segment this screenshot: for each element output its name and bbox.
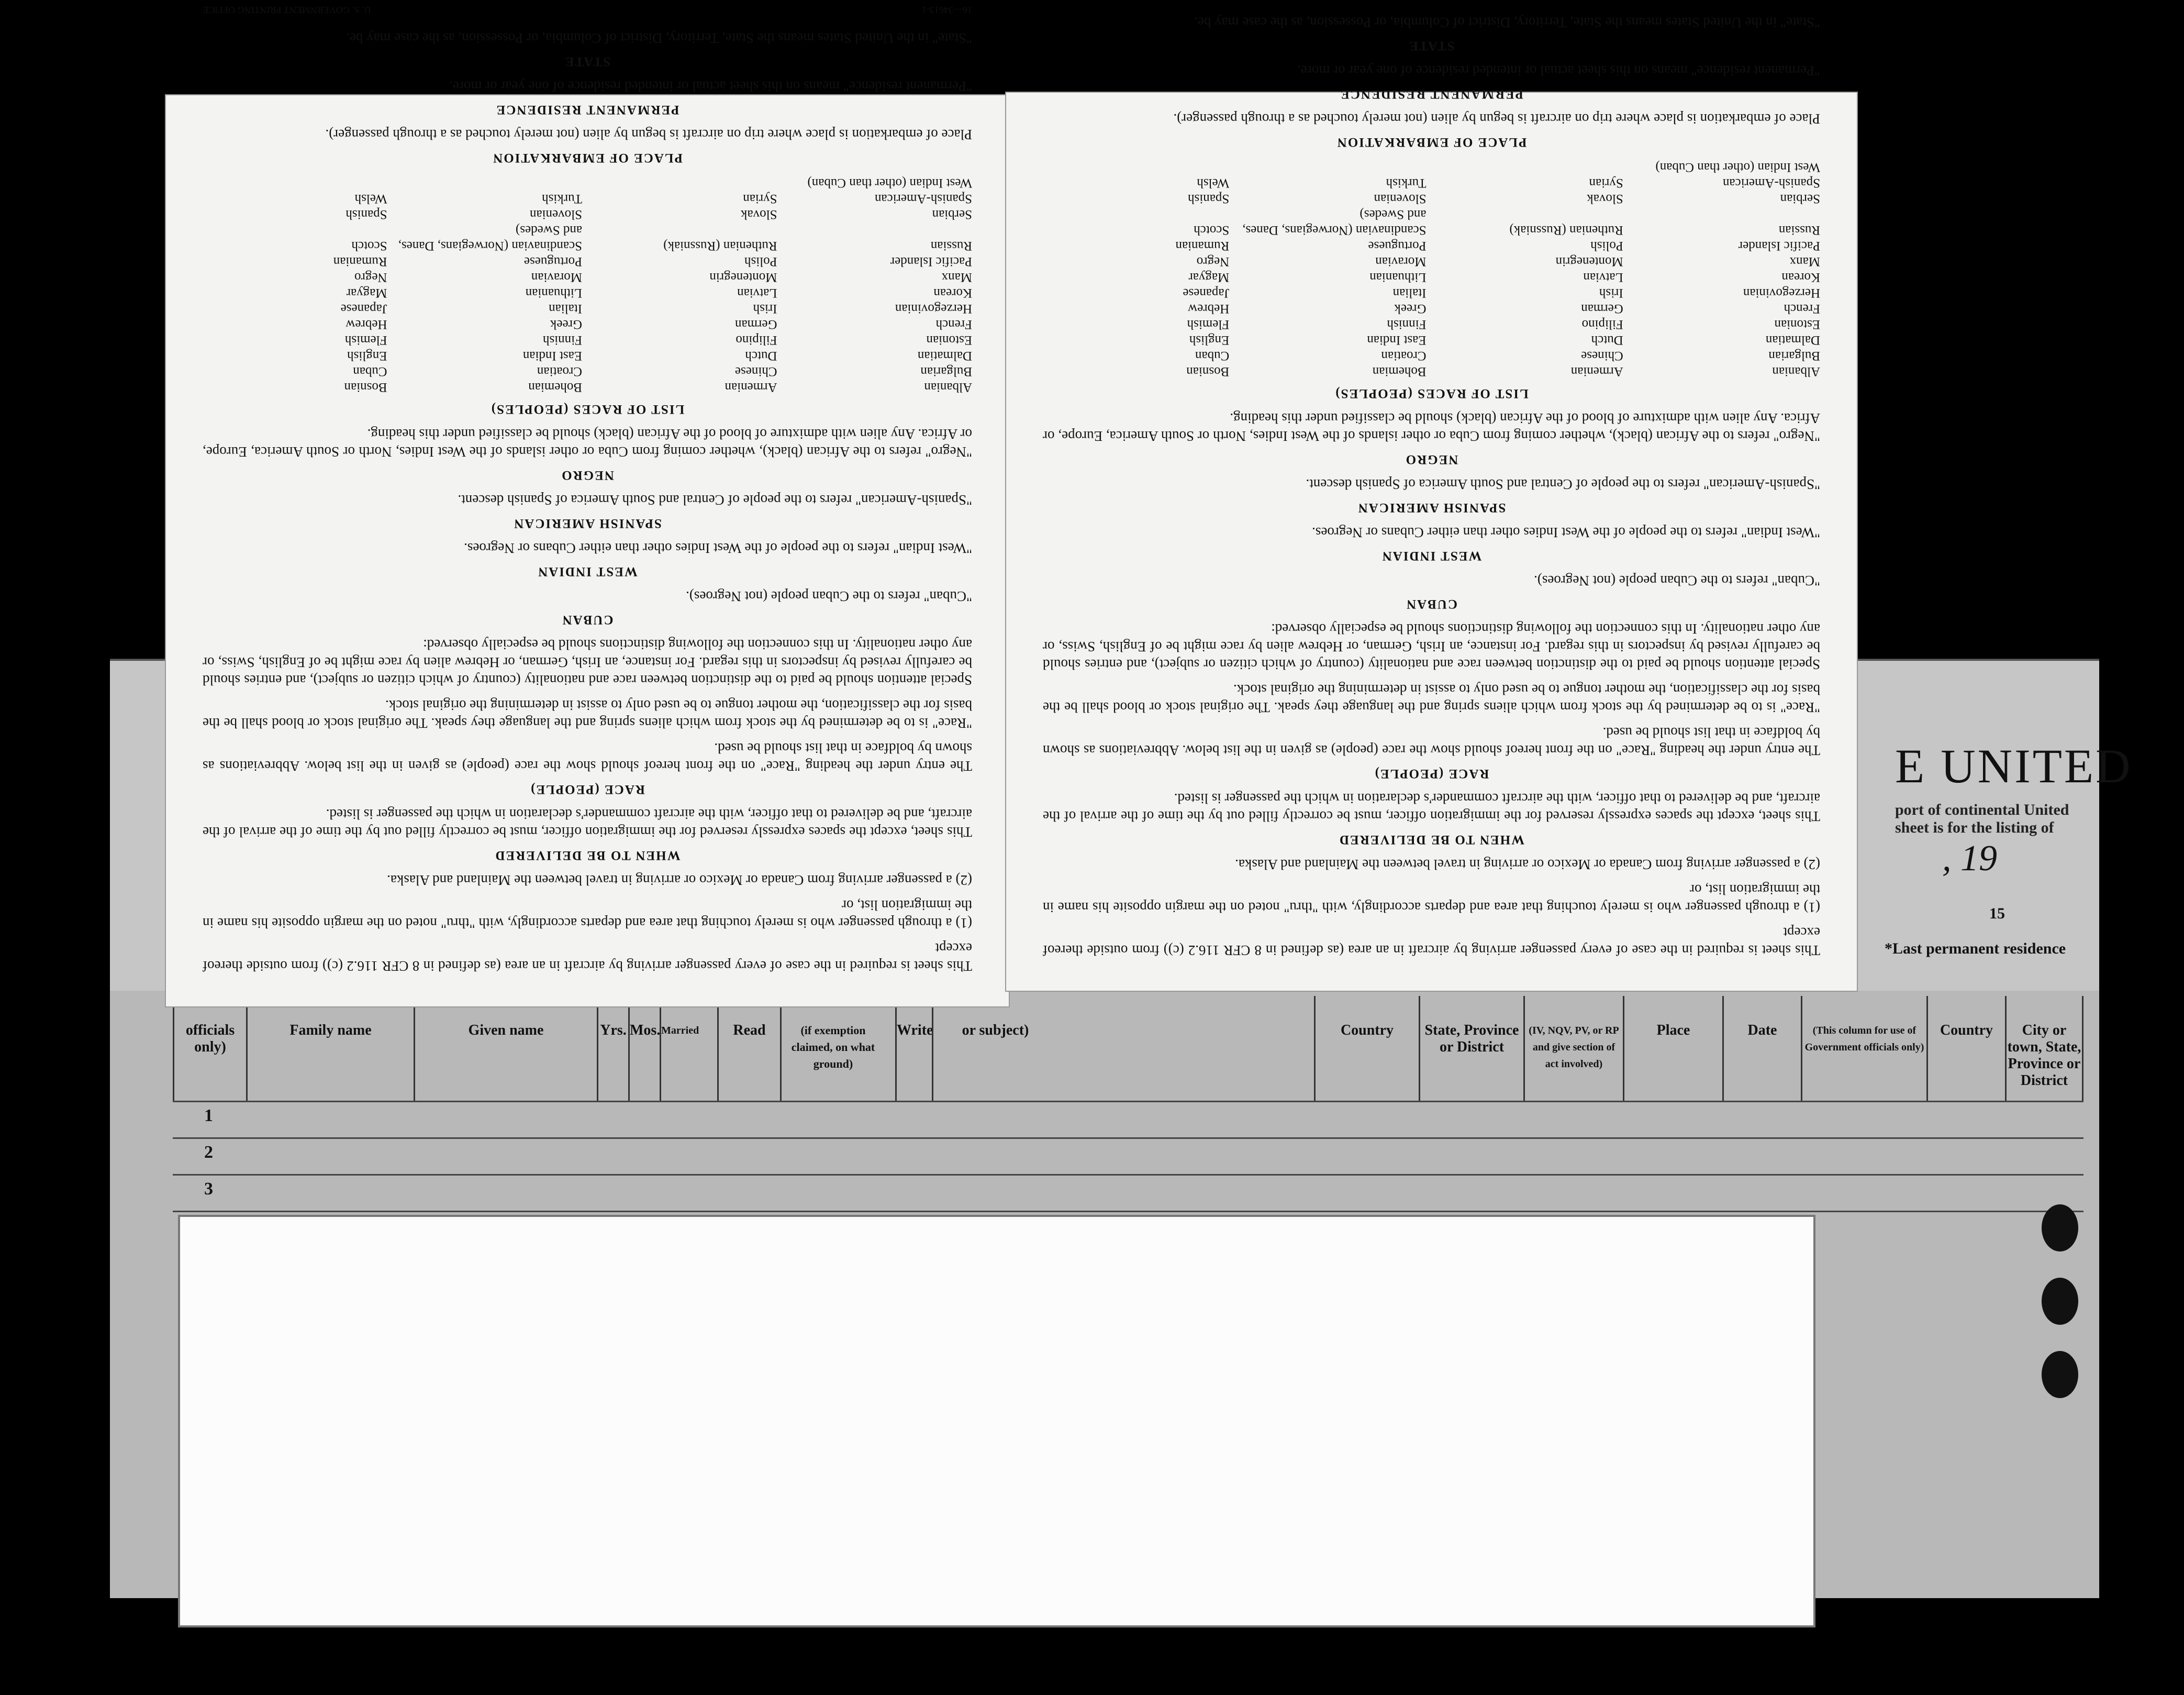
row-number: 2 [204,1143,213,1162]
race-item: Magyar [346,286,387,300]
race-item: Chinese [1581,349,1623,363]
header-family-name: Family name [246,996,414,1101]
heading-embarkation: PLACE OF EMBARKATION [1336,135,1527,149]
race-item: Bohemian [528,380,582,394]
printing-office [1043,0,1211,3]
race-item: French [1784,302,1820,316]
race-item: Scotch [351,239,387,253]
race-item: Spanish-American [874,192,972,206]
heading-race-list: LIST OF RACES (PEOPLES) [1334,386,1529,401]
race-item: Serbian [932,207,972,221]
race-item: Bulgarian [920,364,972,379]
race-item: Bulgarian [1768,349,1820,363]
instruction-sheet-right [1005,15,1858,992]
race-item: Ruthenian (Russniak) [663,239,777,253]
delivered-text: This sheet, except the spaces expressly reserved for the immigration officer, must be correctly filled out by the time of the arrival of the aircraft, and be delivered to that officer, with the aircraft commander's declaration in which the passenger is listed. [203,806,972,840]
year-field: , 19 [1942,838,1997,879]
race-item: Montenegrin [1555,254,1623,269]
race-item: Negro [1196,254,1230,269]
heading-race: RACE (PEOPLE) [530,782,645,796]
race-item: Greek [1394,302,1427,316]
race-item: Scandinavian (Norwegians, Danes, and Swedes) [1242,207,1427,237]
heading-cuban: CUBAN [561,613,614,627]
race-list [1043,159,1820,379]
race-item: Bosnian [1186,364,1230,379]
race-item: English [347,349,387,363]
race-text-1: The entry under the heading "Race" on the front hereof should show the race (people) as given in the list below. Abbreviations as shown by boldface in that list should be used. [203,740,972,774]
race-item: Dutch [745,349,777,363]
race-item: Albanian [924,380,972,394]
form-code [1770,0,1820,3]
race-item: Herzegovinian [895,302,972,316]
race-item: Scotch [1194,223,1230,237]
race-item: Polish [1590,239,1623,253]
race-item: Cuban [353,364,387,379]
heading-spanish-american: SPANISH AMERICAN [1357,501,1506,515]
state-text: "State" in the United States means the State, Territory, District of Columbia, or Possession, as the case may be. [1194,15,1820,30]
residence-text: "Permanent residence" means on this sheet actual or intended residence of one year or more. [449,79,972,94]
race-item: Finnish [542,333,582,347]
race-item: West Indian (other than Cuban) [1655,160,1820,174]
race-list [203,175,972,395]
race-item: Hebrew [346,317,387,331]
race-item: Greek [550,317,582,331]
race-item: Portuguese [523,254,582,269]
race-item: Russian [930,239,972,253]
printing-office: U. S. GOVERNMENT PRINTING OFFICE [203,5,371,15]
race-item: Finnish [1387,317,1427,331]
heading-delivered: WHEN TO BE DELIVERED [494,848,681,862]
race-item: Turkish [1386,176,1427,190]
form-title: E UNITED [1895,739,2133,793]
header-state-province: State, Province or District [1419,996,1523,1101]
race-item: East Indian [1367,333,1427,347]
race-item: Irish [753,302,777,316]
race-item: Chinese [734,364,777,379]
exception-2: (2) a passenger arriving from Canada or Mexico or arriving in travel between the Mainland and Alaska. [387,872,972,888]
header-married: Married [660,996,691,1101]
row-number: 1 [204,1106,213,1125]
heading-negro: NEGRO [1405,452,1458,467]
race-item: Manx [941,270,972,284]
form-code: 16—34613-1 [922,5,972,15]
race-item: Pacific Islander [1738,239,1820,253]
last-residence-header: *Last permanent residence [1885,940,2066,957]
race-item: Lithuanian [525,286,582,300]
header-read: Read [717,996,780,1101]
race-item: Flemish [344,333,387,347]
heading-residence: PERMANENT RESIDENCE [495,103,679,117]
race-item: English [1189,333,1230,347]
west-indian-text: "West Indian" refers to the people of the West Indies other than either Cubans or Negroes. [1312,525,1820,540]
race-item: Bohemian [1372,364,1427,379]
race-item: Spanish [346,207,387,221]
header-officials: officials only) [173,996,246,1101]
race-item: Latvian [1583,270,1623,284]
race-item: Armenian [1570,364,1623,379]
race-item: Slovenian [530,207,582,221]
header-place: Place [1623,996,1722,1101]
race-text-3: Special attention should be paid to the distinction between race and nationality (country of which citizen or subject), and entries should be carefully revised by inspectors in this regard. For instance, an Irish, German, or Hebrew alien by race might be of English, Swiss, or any other nationality. In this connection the following distinctions should be especially observed: [1043,621,1820,672]
race-item: Croatian [537,364,582,379]
race-item: Rumanian [1175,239,1230,253]
race-item: Welsh [354,192,387,206]
race-text-1: The entry under the heading "Race" on the front hereof should show the race (people) as given in the list below. Abbreviations as shown by boldface in that list should be used. [1043,725,1820,758]
embarkation-text: Place of embarkation is place where trip on aircraft is begun by alien (not merely touched as a through passenger). [325,127,972,142]
race-item: Filipino [736,333,777,347]
heading-spanish-american: SPANISH AMERICAN [513,516,662,530]
header-date: Date [1722,996,1801,1101]
negro-text: "Negro" refers to the African (black), whether coming from Cuba or other islands of the West Indies, North or South America, Europe, or Africa. Any alien with admixture of blood of the African (black) should be classified under this heading. [203,426,972,460]
heading-cuban: CUBAN [1406,597,1457,611]
heading-west-indian: WEST INDIAN [537,564,638,579]
race-item: Turkish [542,192,582,206]
residence-text: "Permanent residence" means on this sheet actual or intended residence of one year or more. [1297,63,1820,79]
header-months: Mos. [628,996,660,1101]
race-item: Moravian [1375,254,1427,269]
race-item: Welsh [1197,176,1230,190]
header-country: Country [1314,996,1419,1101]
header-res-country: Country [1926,996,2005,1101]
race-item: Montenegrin [709,270,777,284]
header-given-name: Given name [414,996,597,1101]
race-item: West Indian (other than Cuban) [807,176,972,190]
race-item: Ruthenian (Russniak) [1509,223,1623,237]
heading-state: STATE [1408,39,1455,53]
race-text-3: Special attention should be paid to the distinction between race and nationality (country of which citizen or subject), and entries should be carefully revised by inspectors in this regard. For instance, an Irish, German, or Hebrew alien by race might be of English, Swiss, or any other nationality. In this connection the following distinctions should be especially observed: [203,637,972,688]
race-item: Irish [1599,286,1623,300]
race-item: Dalmatian [1765,333,1820,347]
spanish-american-text: "Spanish-American" refers to the people of Central and South America of Spanish descent. [458,492,972,508]
punch-hole [2042,1204,2078,1251]
race-text-2: "Race" is to be determined by the stock from which aliens spring and the language they speak. The original stock or blood shall be the basis for the classification, the mother tongue to be used only to assist in determining the original stock. [1043,682,1820,715]
race-item: Russian [1778,223,1820,237]
race-item: Syrian [743,192,777,206]
header-city-state: City or town, State, Province or District [2005,996,2083,1101]
race-item: Dalmatian [917,349,972,363]
race-item: Korean [1781,270,1820,284]
race-item: Slovenian [1374,192,1427,206]
header-government-use: (This column for use of Government officials only) [1801,996,1926,1101]
heading-residence: PERMANENT RESIDENCE [1340,87,1523,101]
header-years: Yrs. [597,996,628,1101]
subtitle-line-2: sheet is for the listing of [1895,819,2054,836]
race-item: Japanese [1183,286,1230,300]
heading-delivered: WHEN TO BE DELIVERED [1338,833,1525,847]
race-item: Syrian [1589,176,1623,190]
race-item: Herzegovinian [1743,286,1820,300]
heading-embarkation: PLACE OF EMBARKATION [492,151,683,165]
spanish-american-text: "Spanish-American" refers to the people of Central and South America of Spanish descent. [1306,477,1820,492]
instruction-sheet-left [165,5,1010,1007]
west-indian-text: "West Indian" refers to the people of the West Indies other than either Cubans or Negroes. [464,540,972,556]
race-item: Japanese [340,302,387,316]
print-footer [203,1,972,19]
header-subject: or subject) [932,996,1057,1101]
race-item: Serbian [1780,192,1820,206]
negro-text: "Negro" refers to the African (black), whether coming from Cuba or other islands of the West Indies, North or South America, Europe, or Africa. Any alien with admixture of blood of the African (black) should be classified under this heading. [1043,411,1820,444]
race-item: Scandinavian (Norwegians, Danes, and Swedes) [398,223,582,253]
race-item: Lithuanian [1369,270,1427,284]
race-text-2: "Race" is to be determined by the stock from which aliens spring and the language they speak. The original stock or blood shall be the basis for the classification, the mother tongue to be used only to assist in determining the original stock. [203,697,972,731]
race-item: Magyar [1188,270,1230,284]
race-item: Slovak [741,207,777,221]
heading-state: STATE [564,54,611,69]
race-item: Korean [933,286,972,300]
race-item: Slovak [1587,192,1623,206]
row-number: 3 [204,1179,213,1199]
race-item: Pacific Islander [890,254,972,269]
heading-race: RACE (PEOPLE) [1374,767,1489,781]
race-item: German [734,317,777,331]
exception-2: (2) a passenger arriving from Canada or Mexico or arriving in travel between the Mainland and Alaska. [1235,857,1820,872]
state-text: "State" in the United States means the State, Territory, District of Columbia, or Possession, as the case may be. [346,30,972,46]
embarkation-text: Place of embarkation is place where trip on aircraft is begun by alien (not merely touched as a through passenger). [1173,111,1820,127]
cuban-text: "Cuban" refers to the Cuban people (not Negroes). [686,589,972,604]
heading-west-indian: WEST INDIAN [1381,549,1482,563]
intro-text: This sheet is required in the case of every passenger arriving by aircraft in an area (as defined in 8 CFR 116.2 (c)) from outside thereof except [1043,925,1820,958]
race-item: Hebrew [1188,302,1230,316]
race-item: French [935,317,972,331]
header-visa-class: (IV, NQV, PV, or RP and give section of act involved) [1523,996,1623,1101]
intro-text: This sheet is required in the case of every passenger arriving by aircraft in an area (as defined in 8 CFR 116.2 (c)) from outside thereof except [203,940,972,974]
column-number: 15 [1989,905,2005,922]
race-item: Flemish [1187,317,1230,331]
punch-hole [2042,1278,2078,1325]
delivered-text: This sheet, except the spaces expressly reserved for the immigration officer, must be correctly filled out by the time of the arrival of the aircraft, and be delivered to that officer, with the aircraft commander's declaration in which the passenger is listed. [1043,791,1820,824]
exception-1: (1) a through passenger who is merely touching that area and departs accordingly, with "thru" noted on the margin opposite his name in the immigration list, or [1043,882,1820,915]
exception-1: (1) a through passenger who is merely touching that area and departs accordingly, with "thru" noted on the margin opposite his name in the immigration list, or [203,898,972,931]
header-exemption: (if exemption claimed, on what ground) [780,996,885,1101]
race-item: Moravian [531,270,582,284]
race-item: Spanish [1188,192,1230,206]
race-item: Polish [744,254,777,269]
race-item: Filipino [1581,317,1623,331]
race-item: Portuguese [1368,239,1427,253]
race-item: Manx [1789,254,1820,269]
race-item: Italian [1392,286,1427,300]
race-item: Italian [549,302,582,316]
punch-hole [2042,1351,2078,1398]
race-item: Armenian [725,380,777,394]
race-item: Dutch [1591,333,1623,347]
race-item: Estonian [1774,317,1820,331]
race-item: Estonian [926,333,972,347]
subtitle-line-1: port of continental United [1895,801,2069,818]
race-item: Latvian [737,286,777,300]
race-item: German [1581,302,1623,316]
print-footer [1043,0,1820,3]
race-item: Rumanian [333,254,387,269]
race-item: East Indian [522,349,582,363]
race-item: Negro [354,270,387,284]
race-item: Croatian [1381,349,1427,363]
heading-negro: NEGRO [561,468,614,482]
cuban-text: "Cuban" refers to the Cuban people (not Negroes). [1534,573,1820,589]
heading-race-list: LIST OF RACES (PEOPLES) [490,402,685,416]
header-write: Write [895,996,932,1101]
punch-holes [2042,1204,2078,1424]
race-item: Cuban [1195,349,1230,363]
race-item: Spanish-American [1722,176,1820,190]
race-item: Albanian [1772,364,1820,379]
blank-cover-sheet [178,1215,1815,1627]
race-item: Bosnian [344,380,387,394]
form-subtitle [1895,801,2069,837]
